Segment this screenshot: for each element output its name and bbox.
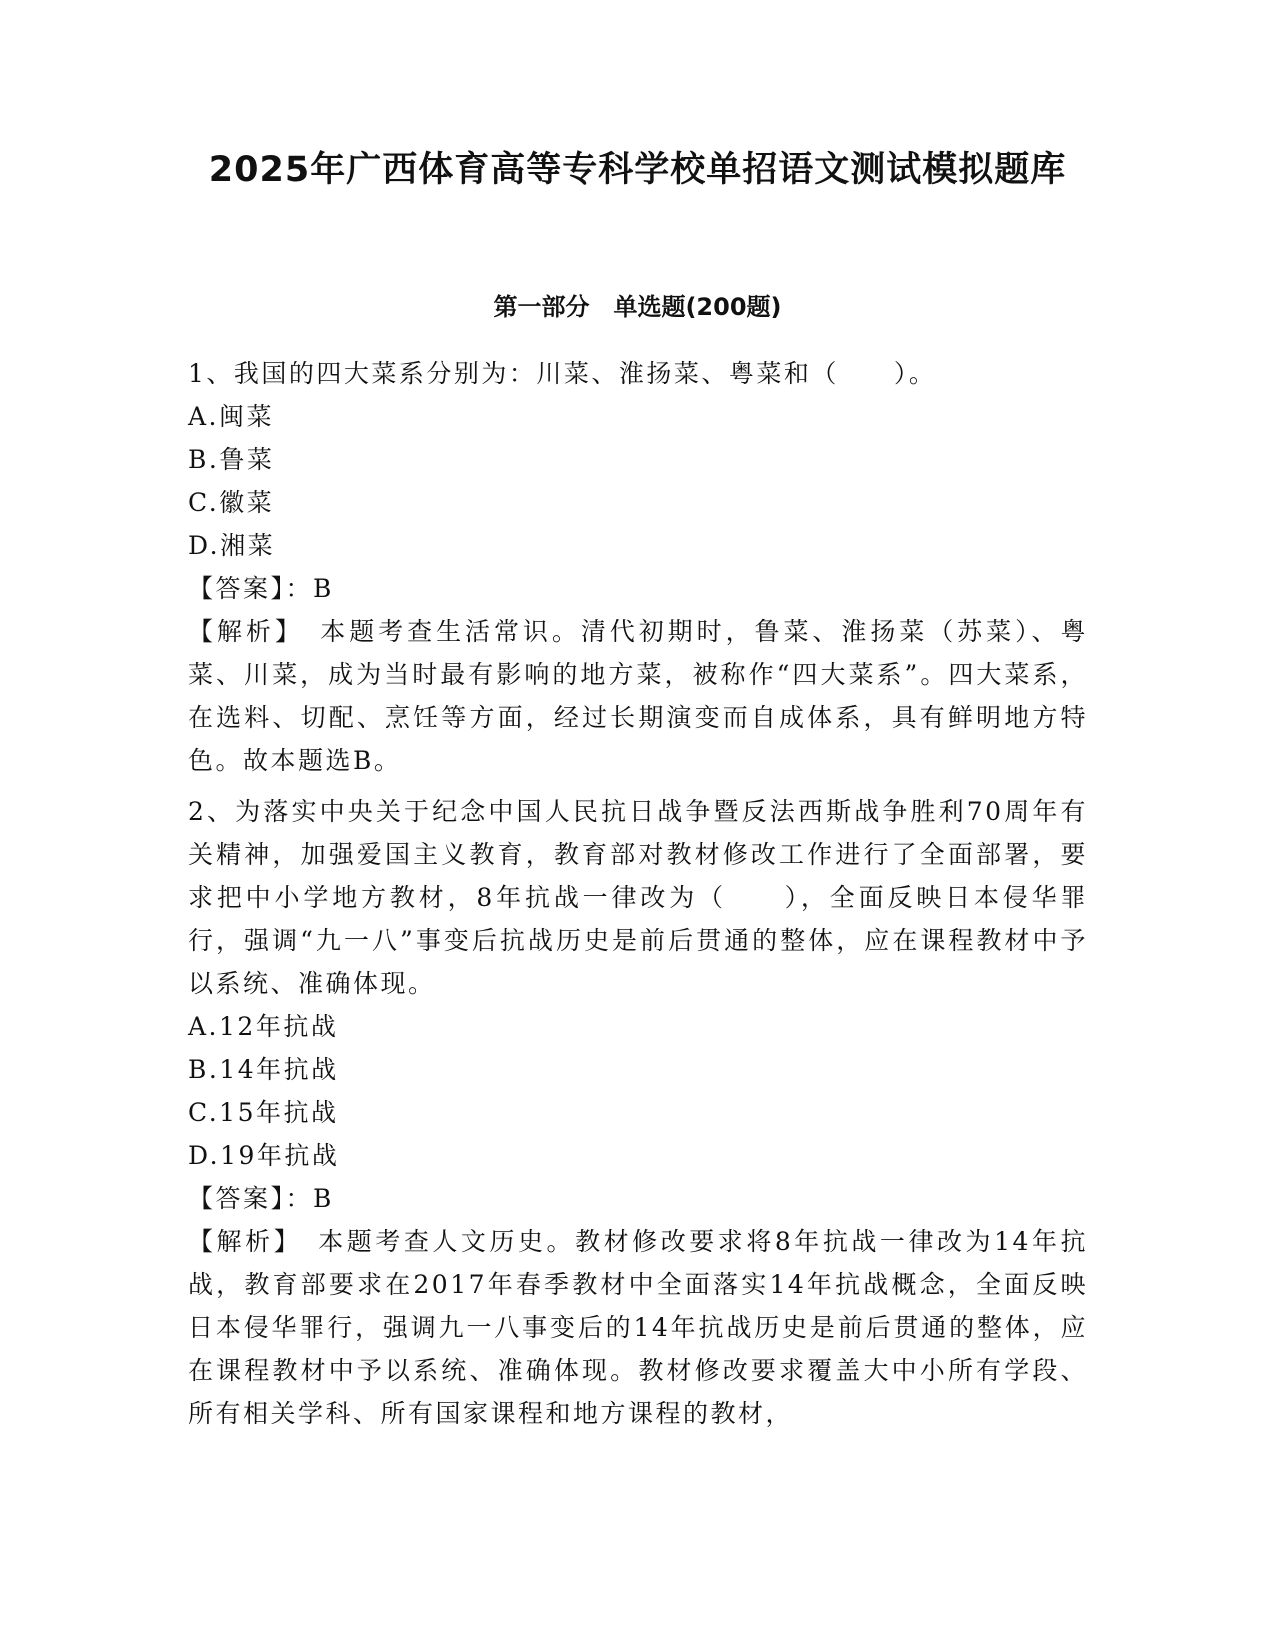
- question-list: [188, 352, 1088, 1443]
- question-stem: 1、我国的四大菜系分别为：川菜、淮扬菜、粤菜和（ ）。: [188, 359, 937, 388]
- question-stem: 2、为落实中央关于纪念中国人民抗日战争暨反法西斯战争胜利70周年有关精神，加强爱国主义教育，教育部对教材修改工作进行了全面部署，要求把中小学地方教材，8年抗战一律改为（ ），全面反映日本侵华罪行，强调“九一八”事变后抗战历史是前后贯通的整体，应在课程教材中予以系统、准确体现。: [188, 797, 1088, 998]
- section-heading: 第一部分 单选题(200题): [493, 293, 782, 321]
- option-d: D.湘菜: [188, 531, 276, 560]
- analysis-text: 本题考查生活常识。清代初期时，鲁菜、淮扬菜（苏菜）、粤菜、川菜，成为当时最有影响的地方菜，被称作“四大菜系”。四大菜系，在选料、切配、烹饪等方面，经过长期演变而自成体系，具有鲜明地方特色。故本题选B。: [188, 617, 1088, 775]
- option-b: B.14年抗战: [188, 1055, 339, 1084]
- document-title: 2025年广西体育高等专科学校单招语文测试模拟题库: [208, 150, 1067, 190]
- analysis-text: 本题考查人文历史。教材修改要求将8年抗战一律改为14年抗战，教育部要求在2017年春季教材中全面落实14年抗战概念，全面反映日本侵华罪行，强调九一八事变后的14年抗战历史是前后贯通的整体，应在课程教材中予以系统、准确体现。教材修改要求覆盖大中小所有学段、所有相关学科、所有国家课程和地方课程的教材，: [188, 1227, 1088, 1428]
- option-d: D.19年抗战: [188, 1141, 340, 1170]
- option-a: A.12年抗战: [188, 1012, 339, 1041]
- question-2: [188, 790, 1088, 1435]
- answer-value: ：B: [285, 574, 334, 603]
- question-1: [188, 352, 1088, 782]
- answer-line: [188, 567, 1088, 610]
- option-c: C.15年抗战: [188, 1098, 339, 1127]
- analysis-label: 【解析】: [188, 617, 292, 646]
- option-b: B.鲁菜: [188, 445, 275, 474]
- option-c: C.徽菜: [188, 488, 275, 517]
- option-a: A.闽菜: [188, 402, 275, 431]
- answer-label: 【答案】: [188, 574, 286, 603]
- analysis-label: 【解析】: [188, 1227, 290, 1256]
- answer-value: ：B: [285, 1184, 334, 1213]
- analysis-paragraph: [188, 1220, 1088, 1435]
- analysis-paragraph: [188, 610, 1088, 782]
- answer-line: [188, 1177, 1088, 1220]
- answer-label: 【答案】: [188, 1184, 286, 1213]
